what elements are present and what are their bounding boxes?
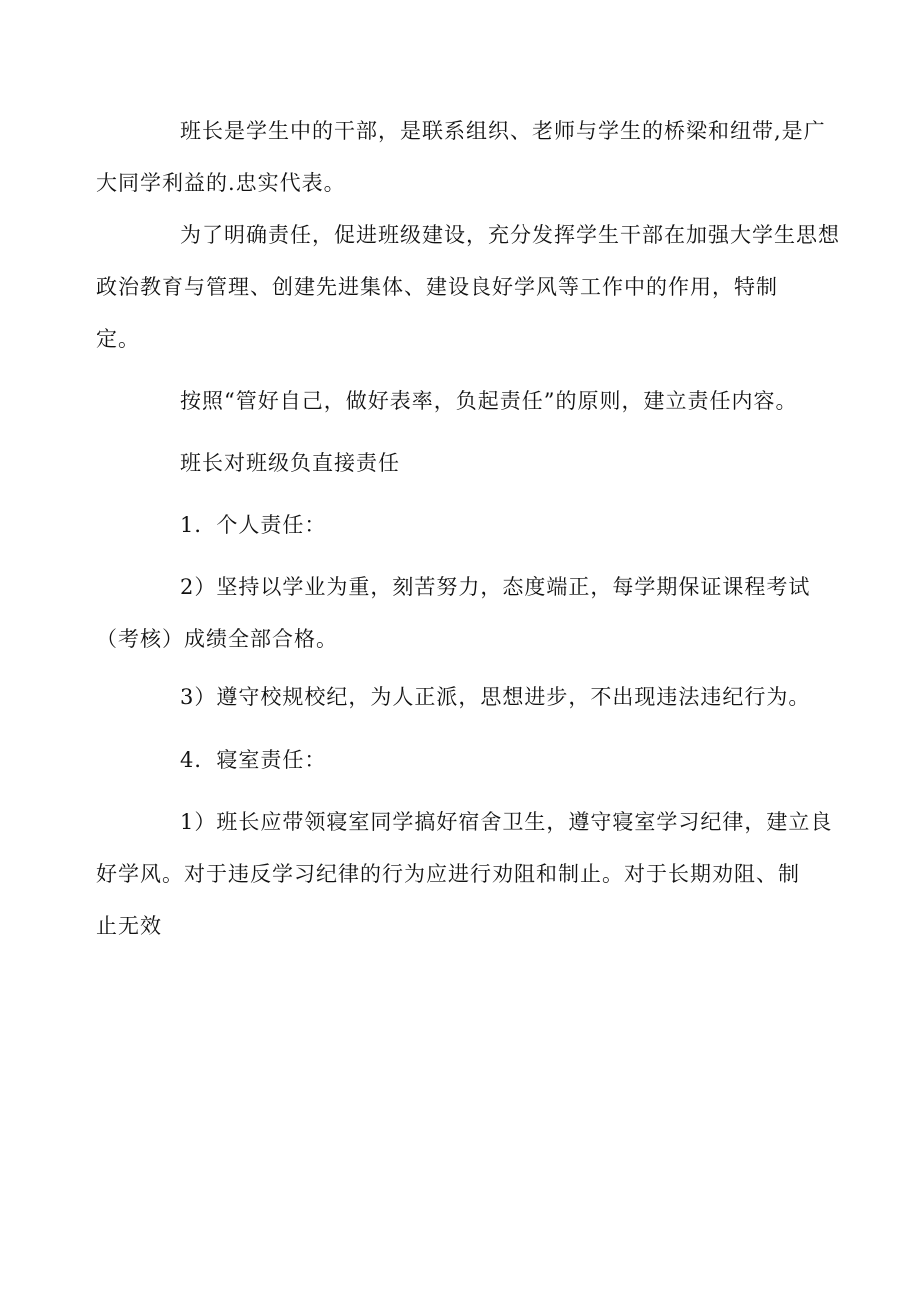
text-line: 政治教育与管理、创建先进集体、建设良好学风等工作中的作用，特制 <box>96 275 778 299</box>
paragraph-purpose <box>96 209 840 365</box>
text-line: 止无效 <box>96 914 162 938</box>
paragraph-item-2 <box>96 561 811 665</box>
text-line: 1．个人责任： <box>180 513 327 537</box>
text-line: 为了明确责任，促进班级建设，充分发挥学生干部在加强大学生思想 <box>180 223 840 247</box>
heading-dorm-responsibility <box>138 734 788 786</box>
text-line: 1）班长应带领寝室同学搞好宿舍卫生，遵守寝室学习纪律，建立良 <box>180 810 833 834</box>
text-line: 大同学利益的.忠实代表。 <box>96 171 346 195</box>
text-line: 3）遵守校规校纪，为人正派，思想进步，不出现违法违纪行为。 <box>180 685 811 709</box>
paragraph-principle <box>138 375 798 427</box>
paragraph-dorm-item-1 <box>96 796 833 952</box>
text-line: 按照“管好自己，做好表率，负起责任”的原则，建立责任内容。 <box>180 389 798 413</box>
paragraph-direct-responsibility <box>138 437 788 489</box>
text-line: （考核）成绩全部合格。 <box>96 627 338 651</box>
text-line: 4．寝室责任： <box>180 748 327 772</box>
text-line: 2）坚持以学业为重，刻苦努力，态度端正，每学期保证课程考试 <box>180 575 811 599</box>
paragraph-item-3 <box>138 671 811 723</box>
paragraph-intro <box>96 105 826 209</box>
text-line: 班长对班级负直接责任 <box>180 451 400 475</box>
heading-personal-responsibility <box>138 499 788 551</box>
text-line: 定。 <box>96 327 140 351</box>
text-line: 好学风。对于违反学习纪律的行为应进行劝阻和制止。对于长期劝阻、制 <box>96 862 800 886</box>
text-line: 班长是学生中的干部，是联系组织、老师与学生的桥梁和纽带,是广 <box>180 119 826 143</box>
